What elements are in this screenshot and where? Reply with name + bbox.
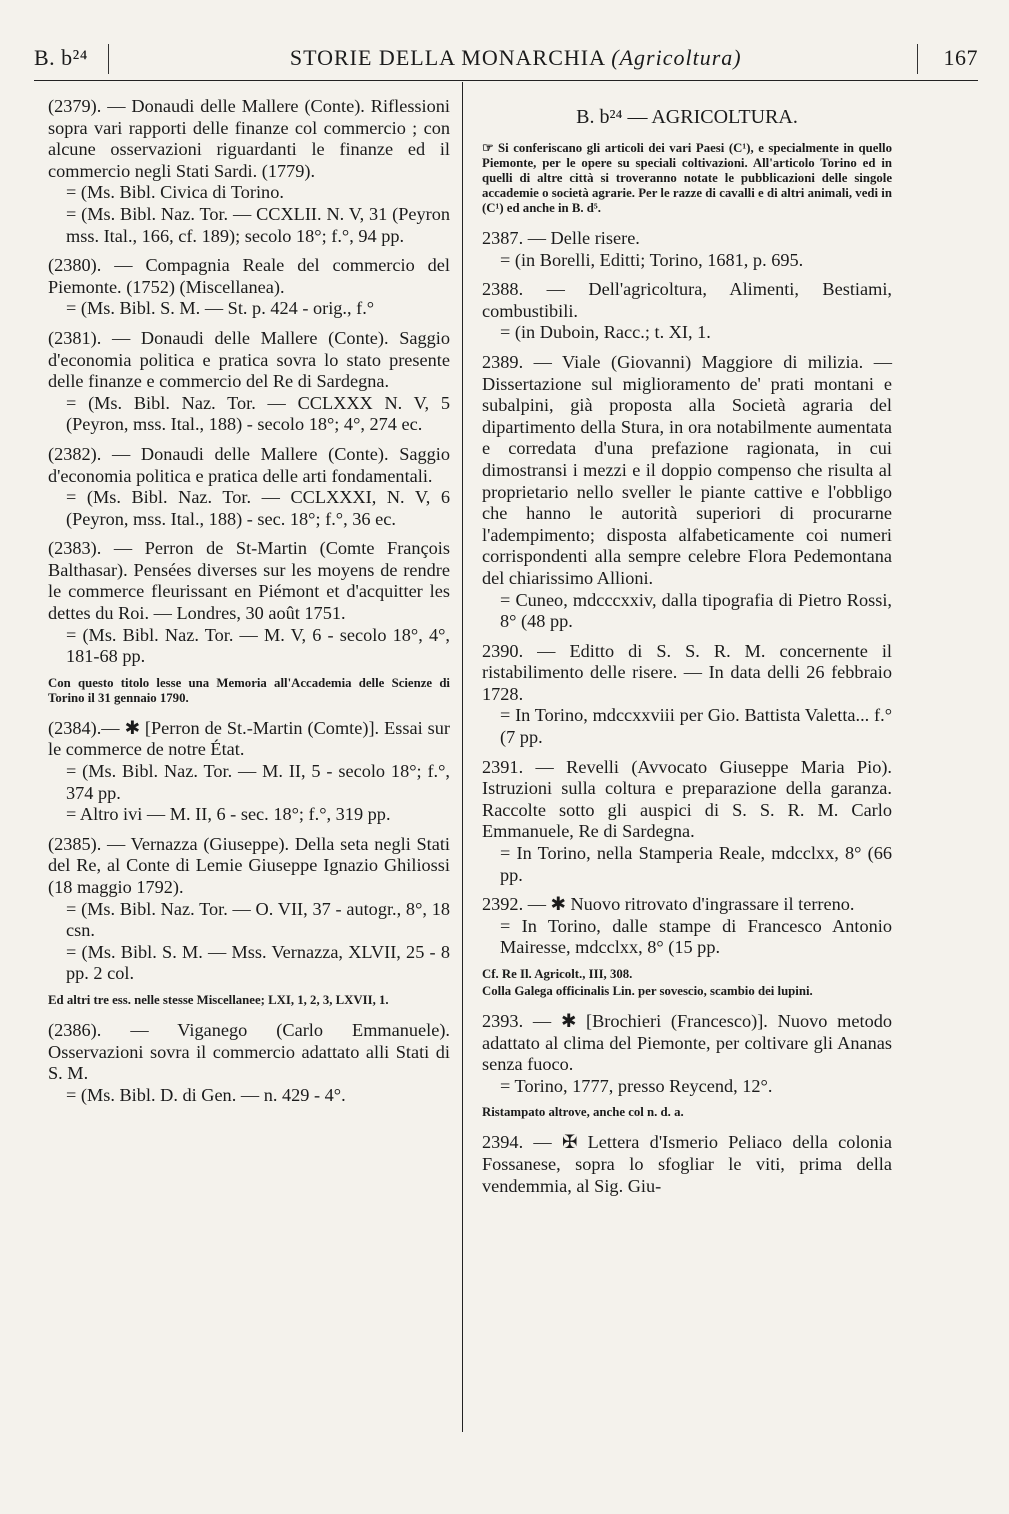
running-header	[34, 38, 978, 78]
entry-head: (2384).— ✱ [Perron de St.-Martin (Comte)]. Essai sur le commerce de notre État.	[48, 717, 450, 760]
column-divider	[462, 82, 463, 1432]
header-divider-left	[108, 44, 109, 74]
header-title-sub: (Agricoltura)	[611, 45, 742, 70]
entry-location: = (Ms. Bibl. Naz. Tor. — CCLXXXI, N. V, 6 (Peyron, mss. Ital., 188) - sec. 18°; f.°, 36 ec.	[66, 487, 450, 529]
header-divider-right	[917, 44, 918, 74]
entry-head: (2386). — Viganego (Carlo Emmanuele). Osservazioni sovra il commercio adattato alli Stati di S. M.	[48, 1019, 450, 1084]
entry-2392	[482, 894, 892, 959]
left-column	[48, 96, 450, 1114]
entry-head: 2393. — ✱ [Brochieri (Francesco)]. Nuovo metodo adattato al clima del Piemonte, per coltivare gli Ananas senza fuoco.	[482, 1011, 892, 1075]
entry-note: Ristampato altrove, anche col n. d. a.	[482, 1105, 684, 1120]
entry-location: = In Torino, nella Stamperia Reale, mdcclxx, 8° (66 pp.	[500, 843, 892, 885]
entry-2390	[482, 641, 892, 749]
header-title	[290, 45, 742, 71]
entry-2385	[48, 834, 450, 985]
entry-2391	[482, 757, 892, 887]
entry-note: Con questo titolo lesse una Memoria all'Accademia delle Scienze di Torino il 31 gennaio 1790.	[48, 675, 450, 705]
entry-head: 2390. — Editto di S. S. R. M. concernente il ristabilimento delle risere. — In data delli 26 febbraio 1728.	[482, 640, 892, 704]
entry-2381	[48, 328, 450, 436]
entry-location: = In Torino, dalle stampe di Francesco Antonio Mairesse, mdcclxx, 8° (15 pp.	[500, 915, 892, 958]
entry-note: Ed altri tre ess. nelle stesse Miscellanee; LXI, 1, 2, 3, LXVII, 1.	[48, 992, 389, 1007]
entry-head: 2391. — Revelli (Avvocato Giuseppe Maria Pio). Istruzioni sulla coltura e preparazione della garanza. Raccolte sotto gli auspici di S. S. R. M. Carlo Emmanuele, Re di Sardegna.	[482, 756, 892, 842]
entry-head: 2388. — Dell'agricoltura, Alimenti, Bestiami, combustibili.	[482, 279, 892, 321]
entry-head: (2381). — Donaudi delle Mallere (Conte). Saggio d'economia politica e pratica sovra lo stato presente delle finanze e commercio del Re di Sardegna.	[48, 327, 450, 392]
entry-note: Cf. Re Il. Agricolt., III, 308.	[482, 967, 633, 981]
entry-location: = In Torino, mdccxxviii per Gio. Battista Valetta... f.° (7 pp.	[500, 705, 892, 748]
entry-head: 2387. — Delle risere.	[482, 228, 640, 248]
entry-location: = (Ms. Bibl. D. di Gen. — n. 429 - 4°.	[66, 1084, 346, 1105]
entry-2389	[482, 352, 892, 633]
entry-location: = (Ms. Bibl. Naz. Tor. — CCXLII. N. V, 31 (Peyron mss. Ital., 166, cf. 189); secolo 18°; f.°, 94 pp.	[66, 203, 450, 246]
entry-2387	[482, 228, 892, 271]
section-title: B. b²⁴ — AGRICOLTURA.	[576, 106, 798, 128]
entry-head: 2394. — ✠ Lettera d'Ismerio Peliaco della colonia Fossanese, sopra lo sfogliar le viti, prima della vendemmia, al Sig. Giu-	[482, 1132, 892, 1196]
right-column	[482, 96, 892, 1205]
entry-2384	[48, 718, 450, 826]
entry-location: = (Ms. Bibl. S. M. — Mss. Vernazza, XLVII, 25 - 8 pp. 2 col.	[66, 941, 450, 984]
entry-location: = (in Borelli, Editti; Torino, 1681, p. 695.	[500, 249, 804, 270]
entry-location: = Altro ivi — M. II, 6 - sec. 18°; f.°, 319 pp.	[66, 804, 391, 825]
entry-head: (2379). — Donaudi delle Mallere (Conte). Riflessioni sopra vari rapporti delle finanze col commercio ; con alcune osservazioni riguardanti le finanze ed il commercio negli Stati Sardi. (1779).	[48, 96, 450, 181]
entry-2380	[48, 255, 450, 320]
page-number: 167	[943, 45, 978, 70]
entry-2388	[482, 279, 892, 344]
entry-head: (2383). — Perron de St-Martin (Comte François Balthasar). Pensées diverses sur les moyens de rendre le commerce fleurissant en Piémont et d'acquitter les dettes du Roi. — Londres, 30 août 1751.	[48, 538, 450, 624]
entry-location: = (Ms. Bibl. S. M. — St. p. 424 - orig., f.°	[66, 298, 375, 319]
entry-2393	[482, 1011, 892, 1097]
entry-2386	[48, 1020, 450, 1106]
entry-2394	[482, 1132, 892, 1197]
entry-location: = (in Duboin, Racc.; t. XI, 1.	[500, 322, 711, 343]
section-intro-note: ☞ Si conferiscano gli articoli dei vari Paesi (C¹), e specialmente in quello Piemonte, per le opere su speciali coltivazioni. All'articolo Torino ed in quelli di altre città si troveranno notate le pubblicazioni delle singole accademie o società agrarie. Per le razze di cavalli e di altri animali, vedi in (C¹) ed anche in B. d⁵.	[482, 141, 892, 215]
entry-location: = (Ms. Bibl. Naz. Tor. — M. II, 5 - secolo 18°; f.°, 374 pp.	[66, 761, 450, 803]
entry-head: (2385). — Vernazza (Giuseppe). Della seta negli Stati del Re, al Conte di Lemie Giuseppe Ignazio Ghiliossi (18 maggio 1792).	[48, 833, 450, 897]
header-title-main: STORIE DELLA MONARCHIA	[289, 45, 605, 70]
entry-head: 2392. — ✱ Nuovo ritrovato d'ingrassare il terreno.	[482, 894, 855, 915]
header-section-code: B. b²⁴	[34, 45, 88, 70]
entry-note: Colla Galega officinalis Lin. per sovescio, scambio dei lupini.	[482, 984, 813, 998]
header-rule	[34, 80, 978, 81]
entry-location: = Torino, 1777, presso Reycend, 12°.	[500, 1075, 773, 1096]
entry-location: = (Ms. Bibl. Civica di Torino.	[66, 182, 284, 203]
entry-head: 2389. — Viale (Giovanni) Maggiore di milizia. — Dissertazione sul miglioramento de' prati montani e subalpini, già proposta alla Società agraria del dipartimento della Stura, in ora notabilmente aumentata e corredata d'una prefazione ragionata, in cui dimostransi i mezzi e il doppio compenso che risulta al proprietario nello sveller le piante cattive e l'obbligo che hanno le autorità superiori di procurarne l'adempimento; disposta alfabeticamente coi numeri corrispondenti alla sempre celebre Flora Pedemontana del chiarissimo Allioni.	[482, 351, 892, 588]
entry-head: (2382). — Donaudi delle Mallere (Conte). Saggio d'economia politica e pratica delle arti fondamentali.	[48, 443, 450, 486]
entry-2383	[48, 538, 450, 668]
entry-location: = Cuneo, mdcccxxiv, dalla tipografia di Pietro Rossi, 8° (48 pp.	[500, 589, 892, 632]
entry-location: = (Ms. Bibl. Naz. Tor. — CCLXXX N. V, 5 (Peyron, mss. Ital., 188) - secolo 18°; 4°, 274 ec.	[66, 392, 450, 435]
entry-2379	[48, 96, 450, 247]
entry-location: = (Ms. Bibl. Naz. Tor. — O. VII, 37 - autogr., 8°, 18 csn.	[66, 898, 450, 941]
entry-location: = (Ms. Bibl. Naz. Tor. — M. V, 6 - secolo 18°, 4°, 181-68 pp.	[66, 624, 450, 667]
entry-head: (2380). — Compagnia Reale del commercio del Piemonte. (1752) (Miscellanea).	[48, 255, 450, 297]
entry-2382	[48, 444, 450, 530]
